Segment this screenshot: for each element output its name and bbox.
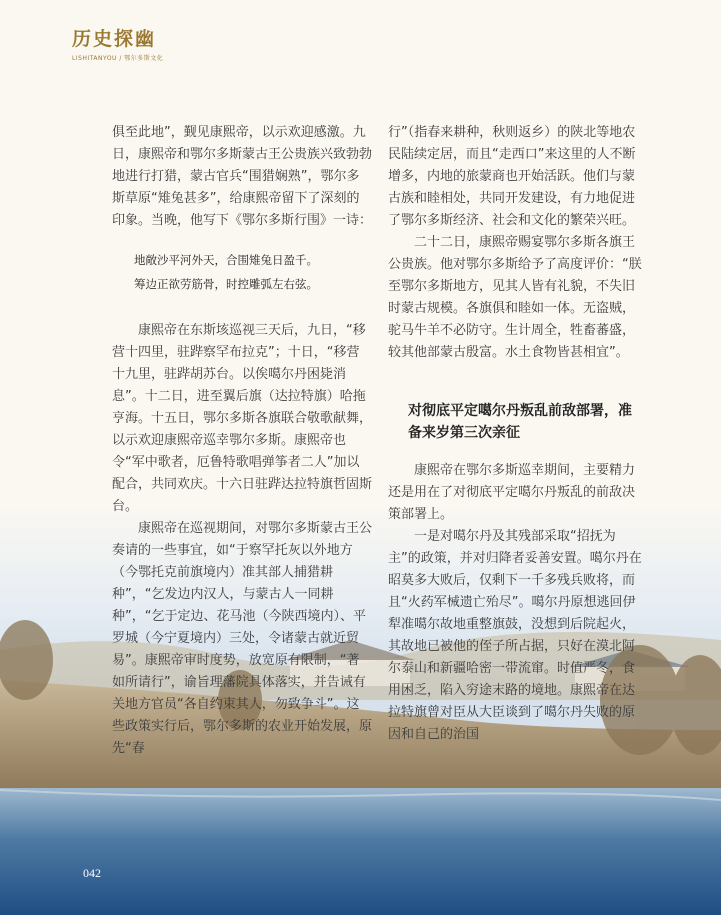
poem-line: 地敞沙平河外天，合围雉兔日盈千。 [134,253,318,267]
section-heading: 对彻底平定噶尔丹叛乱前敌部署，准备来岁第三次亲征 [408,403,632,441]
paragraph: 俱至此地”，觐见康熙帝，以示欢迎感激。九日，康熙帝和鄂尔多斯蒙古王公贵族兴致勃勃地进行打猎，蒙古官兵“围猎娴熟”，鄂尔多斯草原“雉兔甚多”，给康熙帝留下了深刻的印象。当晚，他写下《鄂尔多斯行围》一诗： [112,125,373,228]
paragraph: 二十二日，康熙帝赐宴鄂尔多斯各旗王公贵族。他对鄂尔多斯给予了高度评价：“朕至鄂尔多斯地方，见其人皆有礼貌，不失旧时蒙古规模。各旗俱和睦如一体。无盗贼，驼马牛羊不必防守。生计周全，牲畜蕃盛，较其他部蒙古殷富。水土食物皆甚相宜”。 [388,235,642,360]
paragraph: 康熙帝在巡视期间，对鄂尔多斯蒙古王公奏请的一些事宜，如“于察罕托灰以外地方（今鄂托克前旗境内）准其部人捕猎耕种”，“乞发边内汉人，与蒙古人一同耕种”，“乞于定边、花马池（今陕西境内）、平罗城（今宁夏境内）三处，令诸蒙古就近贸易”。康熙帝审时度势，放宽原有限制，“著如所请行”，谕旨理藩院具体落实，并告诫有关地方官员“各自约束其人，勿致争斗”。这些政策实行后，鄂尔多斯的农业开始发展，原先“春 [112,521,373,756]
section-title: 历史探幽 [72,28,157,50]
left-column [112,122,372,760]
paragraph: 康熙帝在东斯垓巡视三天后，九日，“移营十四里，驻跸察罕布拉克”；十日，“移营十九里，驻跸胡苏台。以俟噶尔丹困毙消息”。十二日，进至翼后旗（达拉特旗）哈拖亨海。十五日，鄂尔多斯各旗联合敬歌献舞，以示欢迎康熙帝巡幸鄂尔多斯。康熙帝也令“军中歌者，厄鲁特歌唱弹筝者二人”加以配合，共同欢庆。十六日驻跸达拉特旗哲固斯台。 [112,323,373,514]
poem [134,248,372,296]
page-header [72,24,163,62]
section-subtitle: LISHITANYOU / 鄂尔多斯文化 [72,55,164,62]
paragraph: 行”（指春来耕种，秋则返乡）的陕北等地农民陆续定居，而且“走西口”来这里的人不断增多，内地的旅蒙商也开始活跃。他们与蒙古族和睦相处，共同开发建设，有力地促进了鄂尔多斯经济、社会和文化的繁荣兴旺。 [388,125,636,228]
page-number: 042 [83,866,101,880]
paragraph: 一是对噶尔丹及其残部采取“招抚为主”的政策，并对归降者妥善安置。噶尔丹在昭莫多大败后，仅剩下一千多残兵败将，而且“火药军械遗亡殆尽”。噶尔丹原想逃回伊犁准噶尔故地重整旗鼓，没想到后院起火，其故地已被他的侄子所占据，只好在漠北阿尔泰山和新疆哈密一带流窜。时值严冬，食用困乏，陷入穷途末路的境地。康熙帝在达拉特旗曾对臣从大臣谈到了噶尔丹失败的原因和自己的治国 [388,529,642,742]
paragraph: 康熙帝在鄂尔多斯巡幸期间，主要精力还是用在了对彻底平定噶尔丹叛乱的前敌决策部署上。 [388,463,636,522]
right-column [388,122,644,746]
poem-line: 筹边正欲劳筋骨，时控雕弧左右弦。 [134,277,318,291]
